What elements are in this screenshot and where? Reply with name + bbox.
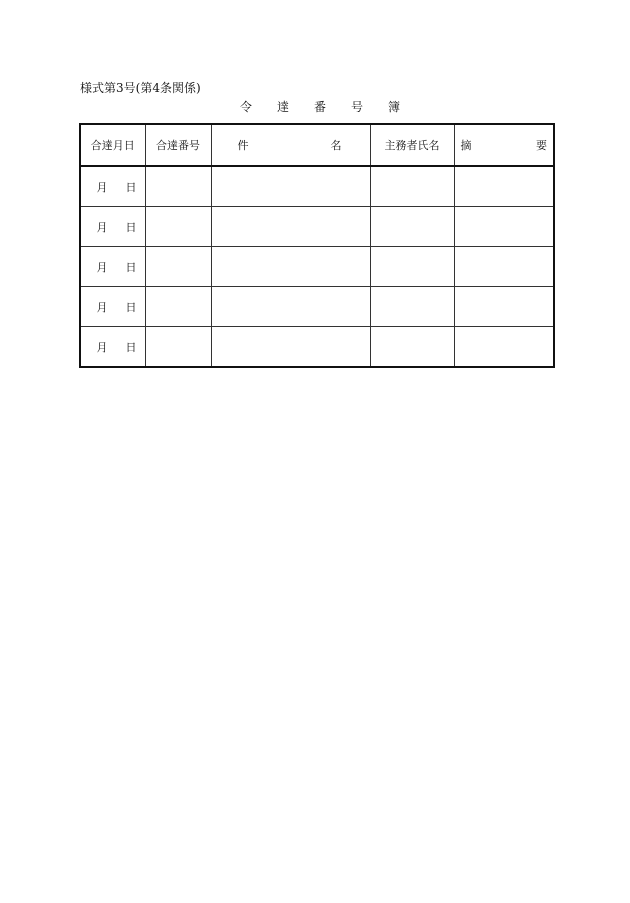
table-row: [80, 166, 554, 207]
month-label: 月: [96, 300, 108, 314]
officer-cell[interactable]: [370, 287, 454, 327]
remarks-cell[interactable]: [454, 247, 554, 287]
date-cell: [80, 166, 145, 207]
table-row: [80, 287, 554, 327]
number-cell[interactable]: [145, 327, 211, 368]
day-label: 日: [125, 220, 137, 234]
number-cell[interactable]: [145, 287, 211, 327]
title-char: 番: [313, 100, 326, 114]
header-remarks-char-2: 要: [536, 139, 547, 152]
title-char: 号: [350, 100, 363, 114]
header-subject: [211, 124, 370, 166]
date-cell: [80, 327, 145, 368]
number-cell[interactable]: [145, 247, 211, 287]
day-label: 日: [125, 260, 137, 274]
subject-cell[interactable]: [211, 247, 370, 287]
subject-cell[interactable]: [211, 207, 370, 247]
month-label: 月: [96, 340, 108, 354]
month-label: 月: [96, 180, 108, 194]
subject-cell[interactable]: [211, 287, 370, 327]
month-label: 月: [96, 220, 108, 234]
date-cell: [80, 247, 145, 287]
table-row: [80, 247, 554, 287]
subject-cell[interactable]: [211, 327, 370, 368]
header-subject-char-2: 名: [330, 139, 342, 152]
officer-cell[interactable]: [370, 327, 454, 368]
form-number-label: 様式第3号(第4条関係): [80, 81, 201, 95]
header-officer: [370, 124, 454, 166]
header-date-label: 合達月日: [90, 139, 135, 152]
day-label: 日: [125, 180, 137, 194]
remarks-cell[interactable]: [454, 287, 554, 327]
subject-cell[interactable]: [211, 166, 370, 207]
header-date: [80, 124, 145, 166]
number-cell[interactable]: [145, 166, 211, 207]
document-title: [240, 99, 400, 115]
header-number-label: 合達番号: [156, 139, 200, 152]
day-label: 日: [125, 340, 137, 354]
officer-cell[interactable]: [370, 166, 454, 207]
month-label: 月: [96, 260, 108, 274]
table-row: [80, 327, 554, 368]
header-remarks: [454, 124, 554, 166]
title-char: 簿: [387, 100, 400, 114]
number-cell[interactable]: [145, 207, 211, 247]
remarks-cell[interactable]: [454, 166, 554, 207]
register-table: [79, 123, 555, 368]
date-cell: [80, 287, 145, 327]
header-row: [80, 124, 554, 166]
officer-cell[interactable]: [370, 247, 454, 287]
header-officer-label: 主務者氏名: [384, 139, 440, 152]
day-label: 日: [125, 300, 137, 314]
remarks-cell[interactable]: [454, 207, 554, 247]
officer-cell[interactable]: [370, 207, 454, 247]
table-row: [80, 207, 554, 247]
date-cell: [80, 207, 145, 247]
title-char: 達: [276, 100, 289, 114]
title-char: 令: [240, 100, 253, 114]
header-subject-char-1: 件: [237, 139, 249, 152]
remarks-cell[interactable]: [454, 327, 554, 368]
header-remarks-char-1: 摘: [460, 139, 472, 152]
header-number: [145, 124, 211, 166]
